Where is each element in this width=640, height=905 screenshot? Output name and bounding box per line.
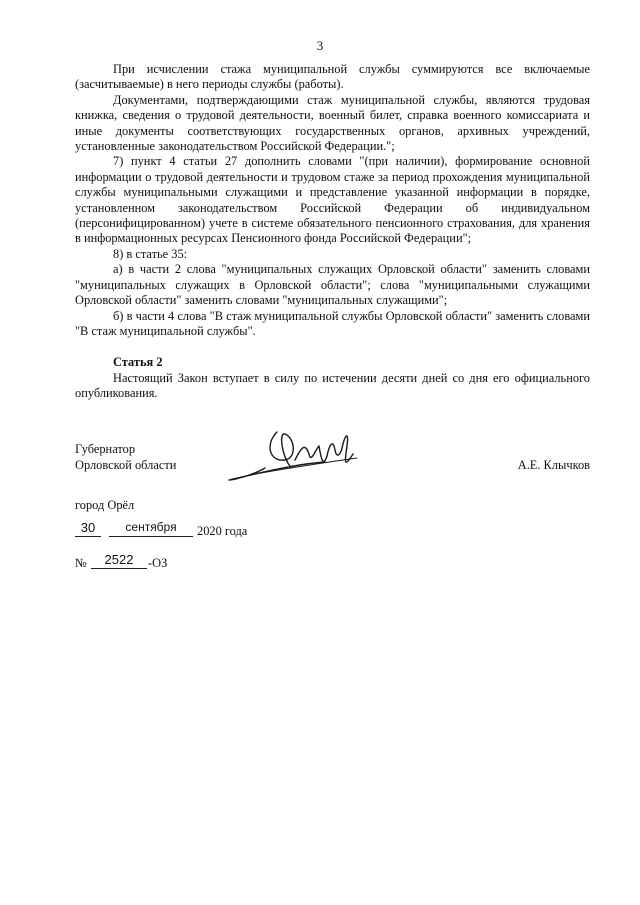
article-2-text: Настоящий Закон вступает в силу по истечении десяти дней со дня его официального опубликования. (75, 370, 590, 401)
law-number-value: 2522 (91, 552, 147, 569)
date-year: 2020 года (197, 524, 248, 538)
paragraph-stazh-summation: При исчислении стажа муниципальной службы суммируются все включаемые (засчитываемые) в него периоды службы (работы). (75, 62, 590, 92)
law-number (75, 552, 275, 572)
city-name: город Орёл (75, 498, 135, 512)
number-sign: № (75, 556, 87, 570)
date-day: 30 (75, 520, 101, 537)
handwritten-signature (225, 424, 375, 494)
signing-date (75, 520, 375, 542)
governor-name: А.Е. Клычков (517, 458, 590, 472)
paragraph-item-8b: б) в части 4 слова "В стаж муниципальной службы Орловской области" заменить словами "В стаж муниципальной службы". (75, 308, 590, 338)
paragraph-documents: Документами, подтверждающими стаж муниципальной службы, являются трудовая книжка, сведения о трудовой деятельности, военный билет, справка военного комиссариата и иные документы соответствующих государственных органов, архивных учреждений, установленные законодательством Российской Федерации."; (75, 92, 590, 154)
date-month: сентября (109, 520, 193, 537)
law-number-suffix: -ОЗ (148, 556, 168, 570)
governor-region: Орловской области (75, 458, 177, 472)
paragraph-item-8a: а) в части 2 слова "муниципальных служащих Орловской области" заменить словами "муниципальных служащих в Орловской области"; слова "муниципальными служащими Орловской области" заменить словами "муниципальных служащими"; (75, 262, 590, 308)
document-body (75, 62, 590, 402)
paragraph-item-8: 8) в статье 35: (113, 246, 188, 261)
governor-title: Губернатор (75, 442, 136, 456)
page-number: 3 (316, 38, 324, 53)
article-2-heading: Статья 2 (113, 355, 163, 370)
paragraph-item-7: 7) пункт 4 статьи 27 дополнить словами "(при наличии), формирование основной информации о трудовой деятельности и трудовом стаже за период прохождения муниципальной службы муниципальными служащими и представление указанной информации в порядке, установленном законодательством Российской Федерации об индивидуальном (персонифицированном) учете в системе обязательного пенсионного страхования, для хранения в информационных ресурсах Пенсионного фонда Российской Федерации"; (75, 154, 590, 246)
